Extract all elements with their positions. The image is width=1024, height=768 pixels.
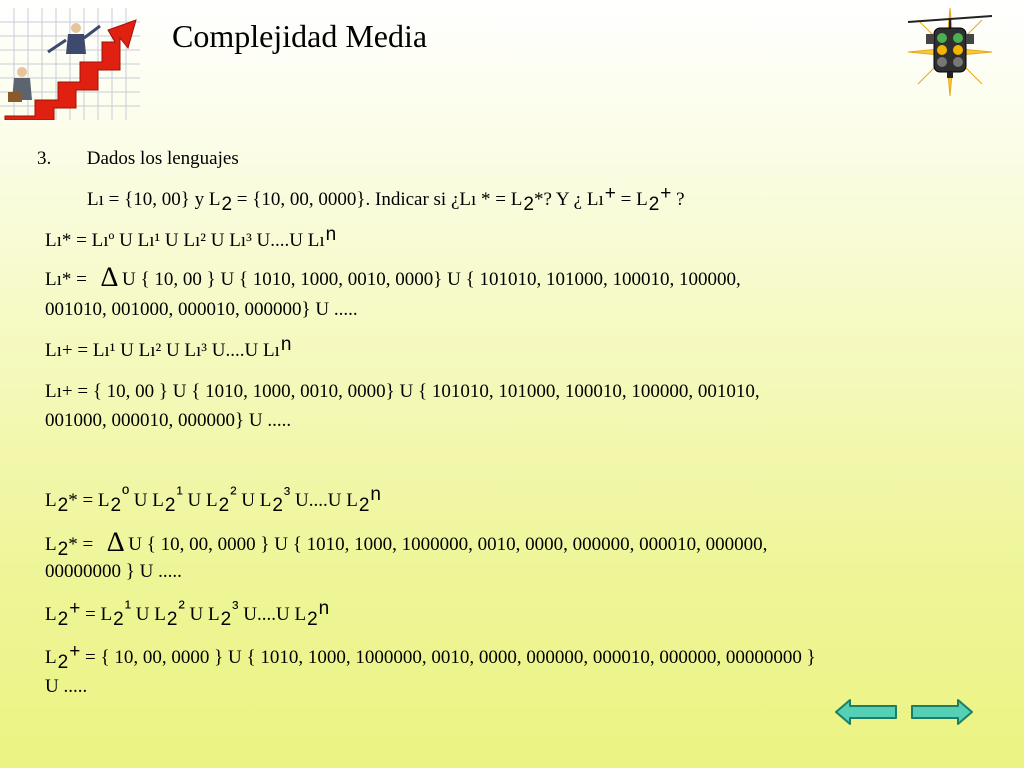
problem-text: *? Y ¿ Lı xyxy=(533,189,604,210)
subscript: 2 xyxy=(307,609,318,630)
superscript: + xyxy=(69,598,81,619)
formula-text: U....U L xyxy=(290,490,358,511)
superscript: n xyxy=(280,334,292,355)
traffic-light-icon xyxy=(900,4,1000,100)
item-intro xyxy=(37,148,239,170)
subscript: 2 xyxy=(57,495,69,516)
l2-plus-expansion xyxy=(45,641,816,673)
problem-text: = L xyxy=(615,189,648,210)
next-slide-button[interactable] xyxy=(910,698,974,726)
formula-text: L xyxy=(45,604,57,625)
superscript: ² xyxy=(230,484,237,505)
l1-plus-expansion: Lı+ = { 10, 00 } U { 1010, 1000, 0010, 0000} U { 101010, 101000, 100010, 100000, 001010, xyxy=(45,381,760,402)
subscript: 2 xyxy=(358,495,370,516)
formula-text: = L xyxy=(80,604,113,625)
subscript: 2 xyxy=(648,194,660,215)
problem-text: = {10, 00, 0000}. Indicar si ¿Lı * = L xyxy=(232,189,523,210)
arrow-right-icon xyxy=(910,698,974,726)
l1-star-definition xyxy=(45,224,337,252)
superscript: ³ xyxy=(283,484,291,505)
superscript: ² xyxy=(178,598,185,619)
superscript: + xyxy=(69,641,81,662)
problem-text: ? xyxy=(671,189,685,210)
subscript: 2 xyxy=(113,609,124,630)
arrow-left-icon xyxy=(834,698,898,726)
superscript: ¹ xyxy=(124,598,132,619)
subscript: 2 xyxy=(57,609,69,630)
subscript: 2 xyxy=(164,495,176,516)
intro-text: Dados los lenguajes xyxy=(86,148,239,169)
formula-text: U { 10, 00 } U { 1010, 1000, 0010, 0000} U { 101010, 101000, 100010, 100000, xyxy=(122,269,741,290)
formula-text: U L xyxy=(129,490,164,511)
superscript: + xyxy=(660,183,672,204)
superscript: ¹ xyxy=(176,484,183,505)
superscript: º xyxy=(122,484,130,505)
subscript: 2 xyxy=(110,495,122,516)
l2-star-definition xyxy=(45,484,381,516)
prev-slide-button[interactable] xyxy=(834,698,898,726)
l1-plus-definition xyxy=(45,334,292,362)
problem-statement xyxy=(87,183,685,215)
l2-plus-definition xyxy=(45,598,330,630)
subscript: 2 xyxy=(272,495,283,516)
formula-text: * = L xyxy=(68,490,110,511)
subscript: 2 xyxy=(221,194,233,215)
l1-plus-expansion-cont: 001000, 000010, 000000} U ..... xyxy=(45,410,292,431)
superscript: + xyxy=(604,183,616,204)
l2-plus-expansion-cont: U ..... xyxy=(45,676,88,697)
l2-star-expansion-cont: 00000000 } U ..... xyxy=(45,561,182,582)
formula-text: L xyxy=(45,490,57,511)
formula-text: Lı* = Lıº U Lı¹ U Lı² U Lı³ U....U Lı xyxy=(45,230,325,251)
item-number: 3. xyxy=(37,148,52,169)
formula-text: U L xyxy=(131,604,166,625)
subscript: 2 xyxy=(220,609,232,630)
empty-string-symbol: ∆ xyxy=(100,262,118,293)
subscript: 2 xyxy=(218,495,230,516)
superscript: ³ xyxy=(232,598,239,619)
formula-text: * = xyxy=(68,534,94,555)
formula-text: U L xyxy=(182,490,218,511)
superscript: n xyxy=(318,598,330,619)
formula-text: = { 10, 00, 0000 } U { 1010, 1000, 1000000, 0010, 0000, 000000, 000010, 000000, 00000000 } xyxy=(80,647,816,668)
subscript: 2 xyxy=(57,652,69,673)
formula-text: Lı+ = Lı¹ U Lı² U Lı³ U....U Lı xyxy=(45,340,280,361)
formula-text: L xyxy=(45,647,57,668)
formula-text: U L xyxy=(236,490,272,511)
l2-star-expansion xyxy=(45,527,768,560)
l1-star-expansion-cont: 001010, 001000, 000010, 000000} U ..... xyxy=(45,299,358,320)
formula-text: L xyxy=(45,534,57,555)
subscript: 2 xyxy=(166,609,178,630)
climbing-business-people-icon xyxy=(0,8,140,120)
superscript: n xyxy=(370,484,381,505)
formula-text: U....U L xyxy=(238,604,307,625)
problem-text: Lı = {10, 00} y L xyxy=(87,189,221,210)
formula-text: U L xyxy=(184,604,220,625)
subscript: 2 xyxy=(57,539,69,560)
superscript: n xyxy=(325,224,337,245)
formula-text: U { 10, 00, 0000 } U { 1010, 1000, 1000000, 0010, 0000, 000000, 000010, 000000, xyxy=(128,534,768,555)
slide-title: Complejidad Media xyxy=(172,18,428,54)
l1-star-expansion xyxy=(45,262,741,293)
formula-text: Lı* = xyxy=(45,269,87,290)
empty-string-symbol: ∆ xyxy=(107,527,125,558)
subscript: 2 xyxy=(523,194,534,215)
